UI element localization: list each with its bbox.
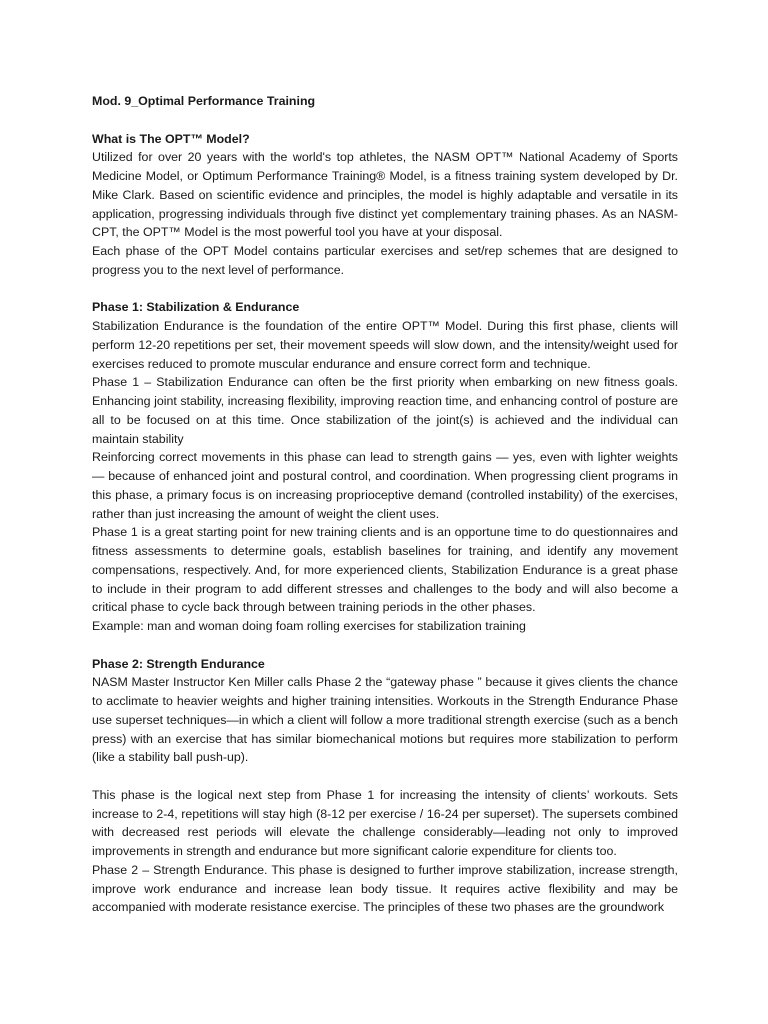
phase-1-paragraph-2: Phase 1 – Stabilization Endurance can often be the first priority when embarking on new fitness goals. Enhancing joint stability, increasing flexibility, improving reaction time, and enhancing control of posture are all to be focused on at this time. Once stabilization of the joint(s) is achieved and the individual can maintain stability bbox=[92, 375, 678, 446]
spacer bbox=[92, 767, 678, 786]
spacer bbox=[92, 636, 678, 655]
document-page bbox=[92, 92, 678, 917]
phase-2-paragraph-2: This phase is the logical next step from Phase 1 for increasing the intensity of clients’ workouts. Sets increase to 2-4, repetitions will stay high (8-12 per exercise / 16-24 per superset). The supersets combined with decreased rest periods will elevate the challenge considerably—leading not only to improved improvements in strength and endurance but more significant calorie expenditure for clients too. bbox=[92, 787, 678, 858]
opt-model-paragraph-1: Utilized for over 20 years with the world's top athletes, the NASM OPT™ National Academy of Sports Medicine Model, or Optimum Performance Training® Model, is a fitness training system developed by Dr. Mike Clark. Based on scientific evidence and principles, the model is highly adaptable and versatile in its application, progressing individuals through five distinct yet complementary training phases. As an NASM-CPT, the OPT™ Model is the most powerful tool you have at your disposal. bbox=[92, 150, 678, 240]
phase-2-heading: Phase 2: Strength Endurance bbox=[92, 656, 265, 671]
opt-model-paragraph-2: Each phase of the OPT Model contains particular exercises and set/rep schemes that are designed to progress you to the next level of performance. bbox=[92, 244, 678, 277]
phase-2-paragraph-3: Phase 2 – Strength Endurance. This phase is designed to further improve stabilization, increase strength, improve work endurance and increase lean body tissue. It requires active flexibility and may be accompanied with moderate resistance exercise. The principles of these two phases are the groundwork bbox=[92, 862, 678, 915]
spacer bbox=[92, 280, 678, 299]
phase-1-paragraph-3: Reinforcing correct movements in this phase can lead to strength gains — yes, even with lighter weights — because of enhanced joint and postural control, and coordination. When progressing client programs in this phase, a primary focus is on increasing proprioceptive demand (controlled instability) of the exercises, rather than just increasing the amount of weight the client uses. bbox=[92, 450, 678, 521]
phase-1-paragraph-4: Phase 1 is a great starting point for new training clients and is an opportune time to do questionnaires and fitness assessments to determine goals, establish baselines for training, and identify any movement compensations, respectively. And, for more experienced clients, Stabilization Endurance is a great phase to include in their program to add different stresses and challenges to the body and will also become a critical phase to cycle back through between training periods in the other phases. bbox=[92, 525, 678, 615]
phase-1-heading: Phase 1: Stabilization & Endurance bbox=[92, 300, 300, 315]
spacer bbox=[92, 111, 678, 130]
phase-1-paragraph-1: Stabilization Endurance is the foundation of the entire OPT™ Model. During this first phase, clients will perform 12-20 repetitions per set, their movement speeds will slow down, and the intensity/weight used for exercises reduced to promote muscular endurance and ensure correct form and technique. bbox=[92, 319, 678, 371]
phase-2-paragraph-1: NASM Master Instructor Ken Miller calls Phase 2 the “gateway phase ” because it gives clients the chance to acclimate to heavier weights and higher training intensities. Workouts in the Strength Endurance Phase use superset techniques—in which a client will follow a more traditional strength exercise (such as a bench press) with an exercise that has similar biomechanical motions but requires more stabilization to perform (like a stability ball push-up). bbox=[92, 675, 678, 765]
opt-model-heading: What is The OPT™ Model? bbox=[92, 131, 250, 146]
phase-1-example: Example: man and woman doing foam rolling exercises for stabilization training bbox=[92, 619, 526, 633]
document-title: Mod. 9_Optimal Performance Training bbox=[92, 94, 316, 108]
